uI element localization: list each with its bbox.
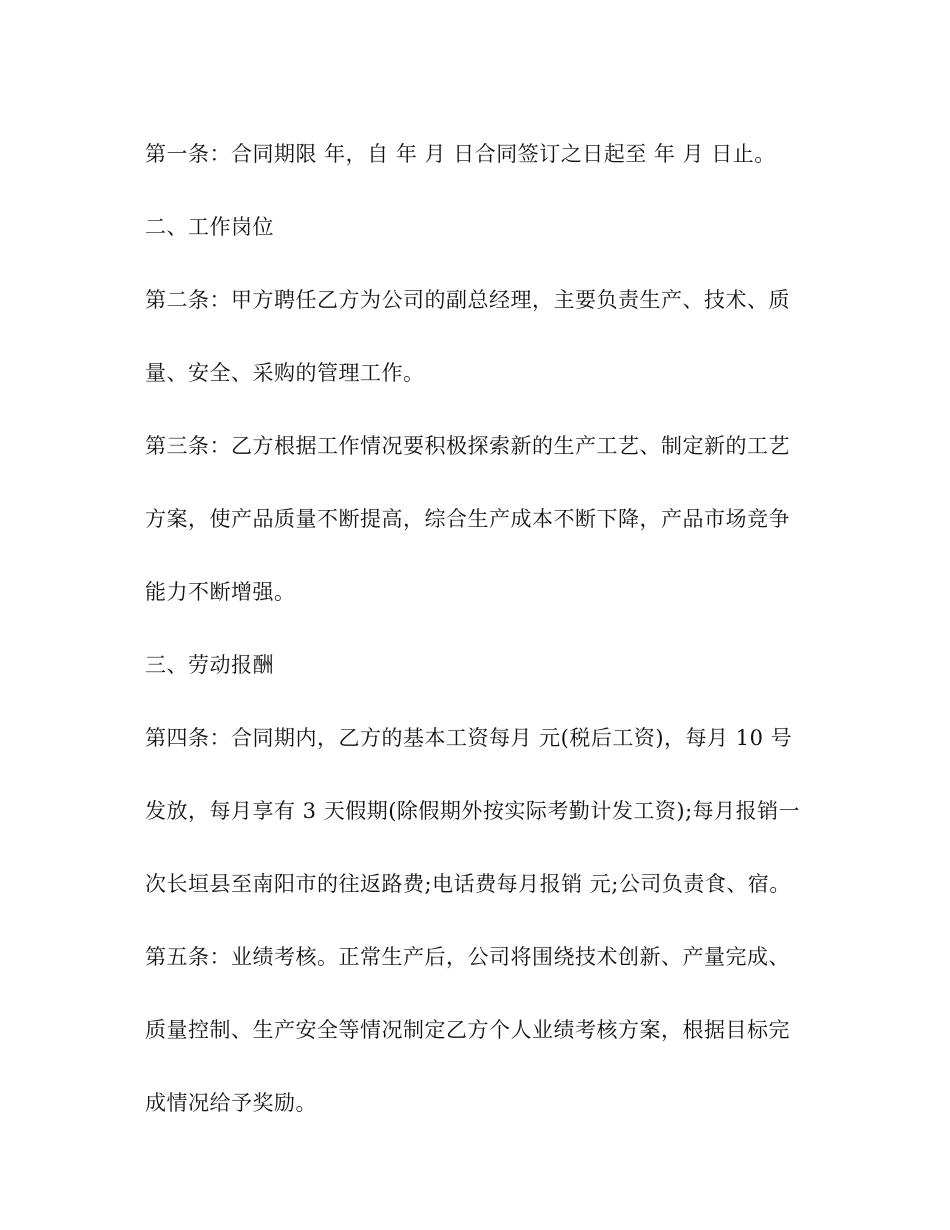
article-4-text: 第四条：合同期内，乙方的基本工资每月 元(税后工资)，每月 10 号 [145, 726, 793, 750]
article-3-text: 第三条：乙方根据工作情况要积极探索新的生产工艺、制定新的工艺 [145, 434, 790, 458]
article-5-text: 第五条：业绩考核。正常生产后，公司将围绕技术创新、产量完成、 [145, 945, 790, 969]
article-4-text-continued: 发放，每月享有 3 天假期(除假期外按实际考勤计发工资);每月报销一 [145, 799, 801, 823]
article-2-text-continued: 量、安全、采购的管理工作。 [145, 361, 425, 385]
article-3-text-end: 能力不断增强。 [145, 580, 296, 604]
article-2-text: 第二条：甲方聘任乙方为公司的副总经理，主要负责生产、技术、质 [145, 288, 790, 312]
article-5-text-continued: 质量控制、生产安全等情况制定乙方个人业绩考核方案，根据目标完 [145, 1018, 790, 1042]
article-1-text: 第一条：合同期限 年，自 年 月 日合同签订之日起至 年 月 日止。 [145, 142, 776, 166]
article-4-text-end: 次长垣县至南阳市的往返路费;电话费每月报销 元;公司负责食、宿。 [145, 872, 791, 896]
article-3-text-continued: 方案，使产品质量不断提高，综合生产成本不断下降，产品市场竞争 [145, 507, 790, 531]
document-body [145, 118, 815, 1140]
section-heading-job-position: 二、工作岗位 [145, 215, 274, 239]
section-heading-compensation: 三、劳动报酬 [145, 653, 274, 677]
article-5-text-end: 成情况给予奖励。 [145, 1091, 317, 1115]
